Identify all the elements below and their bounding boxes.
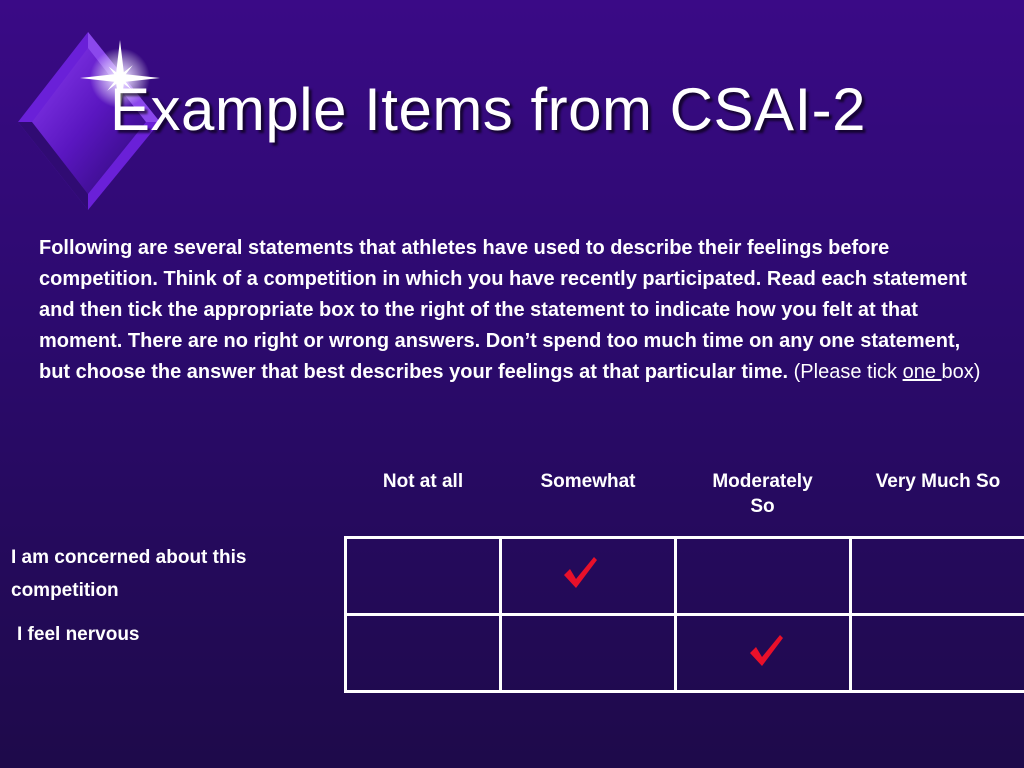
header-not-at-all: Not at all (382, 471, 464, 492)
grid-col-divider (499, 539, 502, 690)
slide-title: Example Items from CSAI-2 (110, 76, 867, 143)
instructions-text (39, 233, 989, 388)
checkmark-shape (750, 635, 783, 666)
instructions-note: (Please tick one box) (793, 361, 981, 383)
grid-col-divider (849, 539, 852, 690)
checkmark-icon[interactable] (561, 555, 599, 591)
grid-row-divider (347, 613, 1024, 616)
response-grid (344, 536, 1024, 693)
checkmark-icon[interactable] (747, 633, 785, 669)
item-statement-2: I feel nervous (17, 624, 140, 645)
checkmark-shape (564, 557, 597, 588)
grid-col-divider (674, 539, 677, 690)
item-statement-1: I am concerned about this competition (11, 547, 247, 601)
instructions-body: Following are several statements that athletes have used to describe their feelings before competition. Think of a competition in which you have recently participated. Read each statement and then tick the appropriate box to the right of the statement to indicate how you felt at that moment. There are no right or wrong answers. Don’t spend too much time on any one statement, but choose the answer that best describes your feelings at that particular time. (39, 237, 967, 383)
header-very-much-so: Very Much So (875, 471, 1001, 492)
header-somewhat: Somewhat (540, 471, 636, 492)
header-moderately-so: Moderately So (712, 471, 813, 517)
